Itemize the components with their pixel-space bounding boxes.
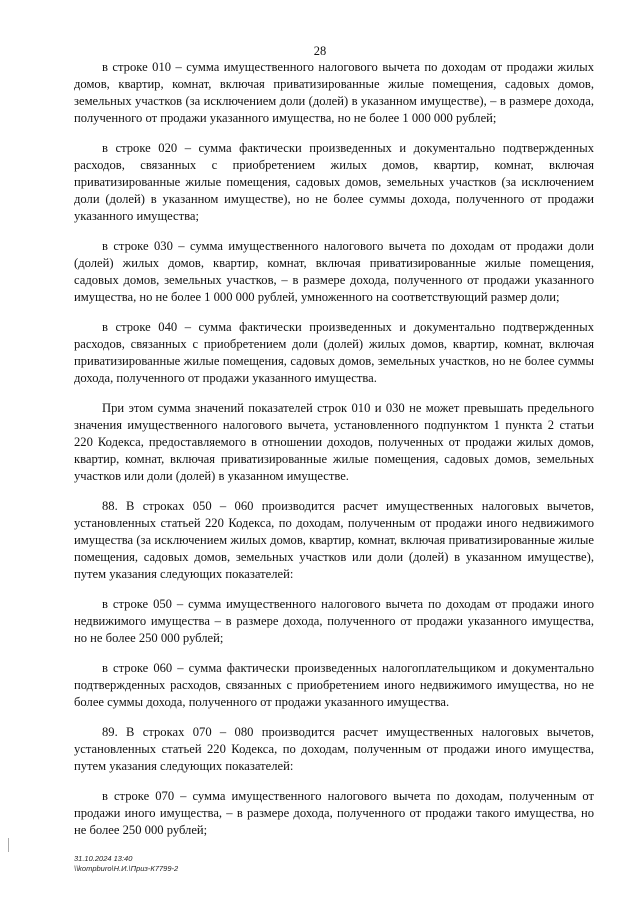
paragraph-line-010: в строке 010 – сумма имущественного налогового вычета по доходам от продажи жилых домов, квартир, комнат, включая приватизированные жилые помещения, садовых домов, земельных участков (за исключением доли (долей) в указанном имуществе), – в размере дохода, полученного от продажи указанного имущества, но не более 1 000 000 рублей; (74, 60, 594, 125)
paragraph-item-88: 88. В строках 050 – 060 производится расчет имущественных налоговых вычетов, установленных статьей 220 Кодекса, по доходам, полученным от продажи иного недвижимого имущества (за исключением жилых домов, квартир, комнат, включая приватизированные жилые помещения, садовых домов, земельных участков или доли (долей) в указанном имуществе), путем указания следующих показателей: (74, 499, 594, 581)
footer (74, 854, 178, 874)
paragraph-limit-note: При этом сумма значений показателей строк 010 и 030 не может превышать предельного значения имущественного налогового вычета, установленного подпунктом 1 пункта 2 статьи 220 Кодекса, предоставляемого в отношении доходов, полученных от продажи жилых домов, квартир, комнат, включая приватизированные жилые помещения, садовых домов, земельных участков или доли (долей) в указанном имуществе. (74, 401, 594, 483)
margin-mark (8, 838, 9, 852)
document-body (74, 59, 594, 852)
paragraph-line-020: в строке 020 – сумма фактически произведенных и документально подтвержденных расходов, связанных с приобретением жилых домов, квартир, комнат, включая приватизированные жилые помещения, садовых домов, земельных участков (за исключением доли (долей) в указанном имуществе), но не более суммы дохода, полученного от продажи указанного имущества; (74, 141, 594, 223)
page-number: 28 (313, 44, 327, 58)
paragraph-line-050: в строке 050 – сумма имущественного налогового вычета по доходам от продажи иного недвижимого имущества – в размере дохода, полученного от продажи указанного имущества, но не более 250 000 рублей; (74, 597, 594, 645)
paragraph-line-030: в строке 030 – сумма имущественного налогового вычета по доходам от продажи доли (долей) жилых домов, квартир, комнат, включая приватизированные жилые помещения, садовых домов, земельных участков, – в размере дохода, полученного от продажи указанного имущества, но не более 1 000 000 рублей, умноженного на соответствующий размер доли; (74, 239, 594, 304)
paragraph-line-070: в строке 070 – сумма имущественного налогового вычета по доходам, полученным от продажи иного имущества, – в размере дохода, полученного от продажи такого имущества, но не более 250 000 рублей; (74, 789, 594, 837)
paragraph-item-89: 89. В строках 070 – 080 производится расчет имущественных налоговых вычетов, установленных статьей 220 Кодекса, по доходам, полученным от продажи иного имущества, путем указания следующих показателей: (74, 725, 594, 773)
paragraph-line-060: в строке 060 – сумма фактически произведенных налогоплательщиком и документально подтвержденных расходов, связанных с приобретением иного недвижимого имущества, но не более суммы дохода, полученного от продажи указанного имущества. (74, 661, 594, 709)
paragraph-line-040: в строке 040 – сумма фактически произведенных и документально подтвержденных расходов, связанных с приобретением доли (долей) жилых домов, квартир, комнат, включая приватизированные жилые помещения, садовых домов, земельных участков, но не более суммы дохода, полученного от продажи указанного имущества. (74, 320, 594, 385)
footer-path: \\kompburo\Н.И.\Приз-К7799-2 (74, 864, 179, 873)
footer-date: 31.10.2024 13:40 (74, 854, 133, 863)
